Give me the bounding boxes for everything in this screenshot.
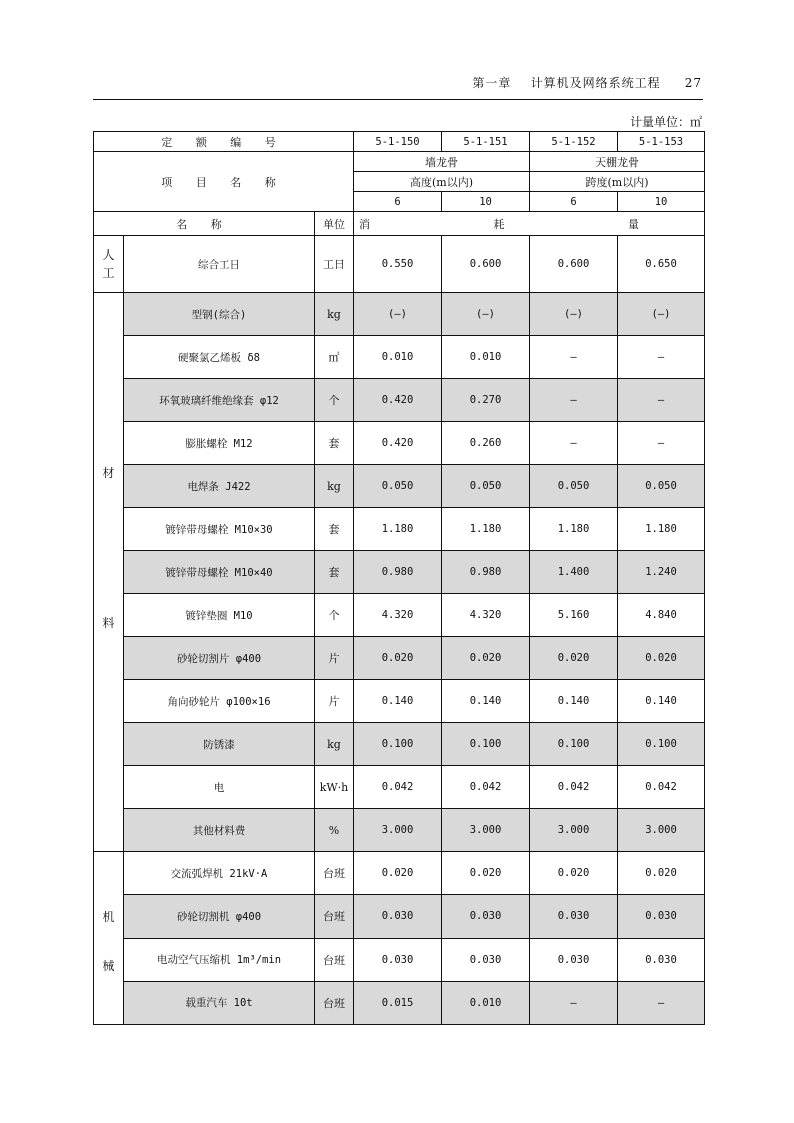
- table-row: [94, 293, 705, 336]
- table-row: [94, 981, 705, 1024]
- table-row: [94, 465, 705, 508]
- quota-code: 5-1-151: [442, 132, 530, 152]
- row-name: 砂轮切割片 φ400: [124, 637, 315, 680]
- table-row: [94, 336, 705, 379]
- row-unit: 工日: [315, 236, 354, 293]
- row-name: 防锈漆: [124, 723, 315, 766]
- running-header: [472, 74, 702, 91]
- row-value: 1.240: [618, 551, 705, 594]
- quota-number-label: 定 额 编 号: [94, 132, 354, 152]
- row-value: 0.010: [442, 981, 530, 1024]
- header-rule: [93, 99, 703, 100]
- row-name: 镀锌带母螺栓 M10×40: [124, 551, 315, 594]
- row-unit: kg: [315, 293, 354, 336]
- row-name: 载重汽车 10t: [124, 981, 315, 1024]
- row-unit: 台班: [315, 895, 354, 938]
- row-value: 3.000: [354, 809, 442, 852]
- row-value: 0.030: [530, 895, 618, 938]
- row-value: 0.140: [354, 680, 442, 723]
- page-number: 27: [684, 76, 702, 90]
- row-unit: kW·h: [315, 766, 354, 809]
- row-value: 0.980: [442, 551, 530, 594]
- row-value: 5.160: [530, 594, 618, 637]
- row-value: 0.042: [354, 766, 442, 809]
- row-name: 砂轮切割机 φ400: [124, 895, 315, 938]
- table-row: [94, 766, 705, 809]
- row-value: 1.180: [530, 508, 618, 551]
- row-value: 0.042: [530, 766, 618, 809]
- row-unit: 套: [315, 551, 354, 594]
- row-value: 1.180: [354, 508, 442, 551]
- row-value: 0.030: [442, 938, 530, 981]
- row-value: 0.020: [530, 852, 618, 895]
- row-unit: 套: [315, 422, 354, 465]
- row-unit: 片: [315, 680, 354, 723]
- row-value: 0.600: [442, 236, 530, 293]
- subheading: 高度(m以内): [354, 172, 530, 192]
- row-unit: kg: [315, 723, 354, 766]
- group-heading: 墙龙骨: [354, 152, 530, 172]
- quota-code: 5-1-150: [354, 132, 442, 152]
- row-unit: 片: [315, 637, 354, 680]
- row-value: 0.020: [442, 852, 530, 895]
- row-value: 0.042: [618, 766, 705, 809]
- row-value: —: [530, 981, 618, 1024]
- row-unit: 台班: [315, 938, 354, 981]
- quota-number-row: [94, 132, 705, 152]
- group-row: [94, 152, 705, 172]
- table-row: [94, 809, 705, 852]
- column-header-row: [94, 212, 705, 236]
- row-unit: 套: [315, 508, 354, 551]
- category-machine: [94, 852, 124, 1025]
- row-value: 0.140: [442, 680, 530, 723]
- row-unit: ㎡: [315, 336, 354, 379]
- table-row: [94, 852, 705, 895]
- chapter-label: 第一章: [472, 76, 512, 90]
- row-value: 0.100: [354, 723, 442, 766]
- row-value: 0.030: [442, 895, 530, 938]
- quota-table: [93, 131, 705, 1025]
- row-unit: 个: [315, 594, 354, 637]
- row-value: —: [530, 379, 618, 422]
- row-value: 0.015: [354, 981, 442, 1024]
- row-value: —: [618, 981, 705, 1024]
- col-header-unit: 单位: [315, 212, 354, 236]
- row-value: 0.100: [530, 723, 618, 766]
- row-value: 0.020: [354, 852, 442, 895]
- row-value: 0.260: [442, 422, 530, 465]
- row-value: (—): [618, 293, 705, 336]
- row-value: 0.050: [618, 465, 705, 508]
- row-value: 3.000: [618, 809, 705, 852]
- row-value: (—): [530, 293, 618, 336]
- row-name: 电焊条 J422: [124, 465, 315, 508]
- row-value: 0.980: [354, 551, 442, 594]
- row-value: 0.030: [354, 895, 442, 938]
- category-label: 材: [102, 466, 115, 480]
- row-value: 0.100: [618, 723, 705, 766]
- row-name: 镀锌垫圈 M10: [124, 594, 315, 637]
- table-row: [94, 723, 705, 766]
- table-row: [94, 938, 705, 981]
- row-value: 0.010: [442, 336, 530, 379]
- row-value: 0.030: [618, 938, 705, 981]
- row-name: 膨胀螺栓 M12: [124, 422, 315, 465]
- row-value: 0.030: [530, 938, 618, 981]
- table-row: [94, 236, 705, 293]
- row-unit: 个: [315, 379, 354, 422]
- row-name: 环氧玻璃纤维绝缘套 φ12: [124, 379, 315, 422]
- category-material: [94, 293, 124, 852]
- row-value: —: [618, 422, 705, 465]
- row-value: 0.020: [618, 852, 705, 895]
- row-value: —: [618, 379, 705, 422]
- table-row: [94, 379, 705, 422]
- table-row: [94, 422, 705, 465]
- row-value: 0.042: [442, 766, 530, 809]
- row-name: 其他材料费: [124, 809, 315, 852]
- category-label: 械: [102, 959, 115, 973]
- quota-code: 5-1-152: [530, 132, 618, 152]
- row-value: (—): [354, 293, 442, 336]
- row-value: 1.400: [530, 551, 618, 594]
- quota-code: 5-1-153: [618, 132, 705, 152]
- row-unit: 台班: [315, 852, 354, 895]
- row-value: (—): [442, 293, 530, 336]
- row-unit: 台班: [315, 981, 354, 1024]
- row-name: 镀锌带母螺栓 M10×30: [124, 508, 315, 551]
- subheading: 跨度(m以内): [530, 172, 705, 192]
- row-value: 0.050: [442, 465, 530, 508]
- unit-note: 计量单位：㎡: [629, 115, 702, 129]
- size-value: 10: [618, 192, 705, 212]
- row-value: 0.650: [618, 236, 705, 293]
- row-value: 0.030: [618, 895, 705, 938]
- size-value: 6: [354, 192, 442, 212]
- col-header-consume: 消 耗 量: [354, 212, 705, 236]
- row-value: 0.020: [618, 637, 705, 680]
- row-value: 0.600: [530, 236, 618, 293]
- item-name-label: 项 目 名 称: [94, 152, 354, 212]
- row-value: 1.180: [618, 508, 705, 551]
- table-row: [94, 680, 705, 723]
- group-heading: 天棚龙骨: [530, 152, 705, 172]
- category-labor: 人 工: [94, 236, 124, 293]
- chapter-title: 计算机及网络系统工程: [530, 76, 661, 90]
- col-header-name: 名 称: [94, 212, 315, 236]
- row-name: 电: [124, 766, 315, 809]
- row-name: 交流弧焊机 21kV·A: [124, 852, 315, 895]
- row-value: —: [530, 336, 618, 379]
- row-unit: %: [315, 809, 354, 852]
- row-value: 0.140: [618, 680, 705, 723]
- row-value: 1.180: [442, 508, 530, 551]
- category-label: 料: [102, 616, 115, 630]
- row-value: 3.000: [442, 809, 530, 852]
- row-value: 4.320: [354, 594, 442, 637]
- row-value: 4.840: [618, 594, 705, 637]
- table-row: [94, 551, 705, 594]
- table-row: [94, 637, 705, 680]
- row-value: 0.030: [354, 938, 442, 981]
- row-value: 4.320: [442, 594, 530, 637]
- size-value: 10: [442, 192, 530, 212]
- row-value: 0.050: [354, 465, 442, 508]
- size-value: 6: [530, 192, 618, 212]
- row-value: 0.050: [530, 465, 618, 508]
- row-value: 3.000: [530, 809, 618, 852]
- row-name: 角向砂轮片 φ100×16: [124, 680, 315, 723]
- row-name: 型钢(综合): [124, 293, 315, 336]
- row-value: 0.020: [530, 637, 618, 680]
- row-value: 0.140: [530, 680, 618, 723]
- row-name: 硬聚氯乙烯板 δ8: [124, 336, 315, 379]
- row-value: 0.420: [354, 422, 442, 465]
- row-name: 电动空气压缩机 1m³/min: [124, 938, 315, 981]
- row-value: —: [530, 422, 618, 465]
- row-value: 0.550: [354, 236, 442, 293]
- category-label: 机: [102, 910, 115, 924]
- table-row: [94, 508, 705, 551]
- row-value: —: [618, 336, 705, 379]
- table-row: [94, 594, 705, 637]
- table-row: [94, 895, 705, 938]
- row-value: 0.420: [354, 379, 442, 422]
- row-name: 综合工日: [124, 236, 315, 293]
- row-value: 0.010: [354, 336, 442, 379]
- row-value: 0.100: [442, 723, 530, 766]
- row-value: 0.270: [442, 379, 530, 422]
- row-value: 0.020: [354, 637, 442, 680]
- row-unit: kg: [315, 465, 354, 508]
- row-value: 0.020: [442, 637, 530, 680]
